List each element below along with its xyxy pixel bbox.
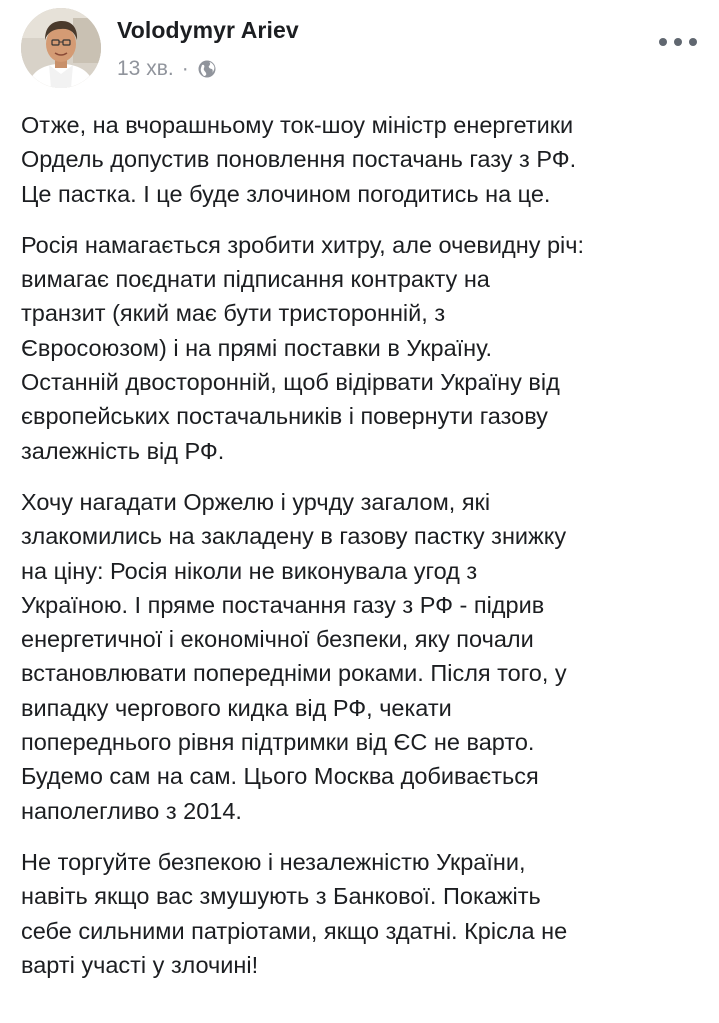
more-options-button[interactable] bbox=[654, 30, 702, 54]
globe-icon[interactable] bbox=[197, 59, 217, 79]
post-paragraph: Отже, на вчорашньому ток-шоу міністр енергетики Ордель допустив поновлення постачань газу з РФ. Це пастка. І це буде злочином погодитись на це. bbox=[21, 112, 577, 207]
meta-separator: · bbox=[181, 57, 189, 80]
post-paragraph: Не торгуйте безпекою і незалежністю України, навіть якщо вас змушують з Банкової. Покажіть себе сильними патріотами, якщо здатні. Крісла не варті участі у злочині! bbox=[21, 848, 568, 978]
post-header bbox=[0, 0, 719, 100]
post-paragraph: Хочу нагадати Оржелю і урчду загалом, які злакомились на закладену в газову пастку знижку на ціну: Росія ніколи не виконувала угод з Україною. І пряме постачання газу з РФ - підрив енергетичної і економічної безпеки, яку почали встановлювати попередніми роками. Після того, у випадку чергового кидка від РФ, чекати попереднього рівня підтримки від ЄС не варто. Будемо сам на сам. Цього Москва добивається наполегливо з 2014. bbox=[21, 488, 567, 824]
post-body bbox=[21, 108, 711, 982]
avatar[interactable] bbox=[21, 8, 101, 88]
author-name[interactable]: Volodymyr Ariev bbox=[117, 17, 299, 43]
post-timestamp[interactable]: 13 хв. bbox=[117, 57, 174, 80]
more-horizontal-icon bbox=[654, 30, 702, 54]
avatar-photo bbox=[21, 8, 101, 88]
post-meta bbox=[117, 56, 217, 82]
post-paragraph: Росія намагається зробити хитру, але очевидну річ: вимагає поєднати підписання контракту на транзит (який має бути тристоронній, з Євросоюзом) і на прямі поставки в Україну. Останній двосторонній, щоб відірвати Україну від європейських постачальників і повернути газову залежність від РФ. bbox=[21, 231, 585, 464]
